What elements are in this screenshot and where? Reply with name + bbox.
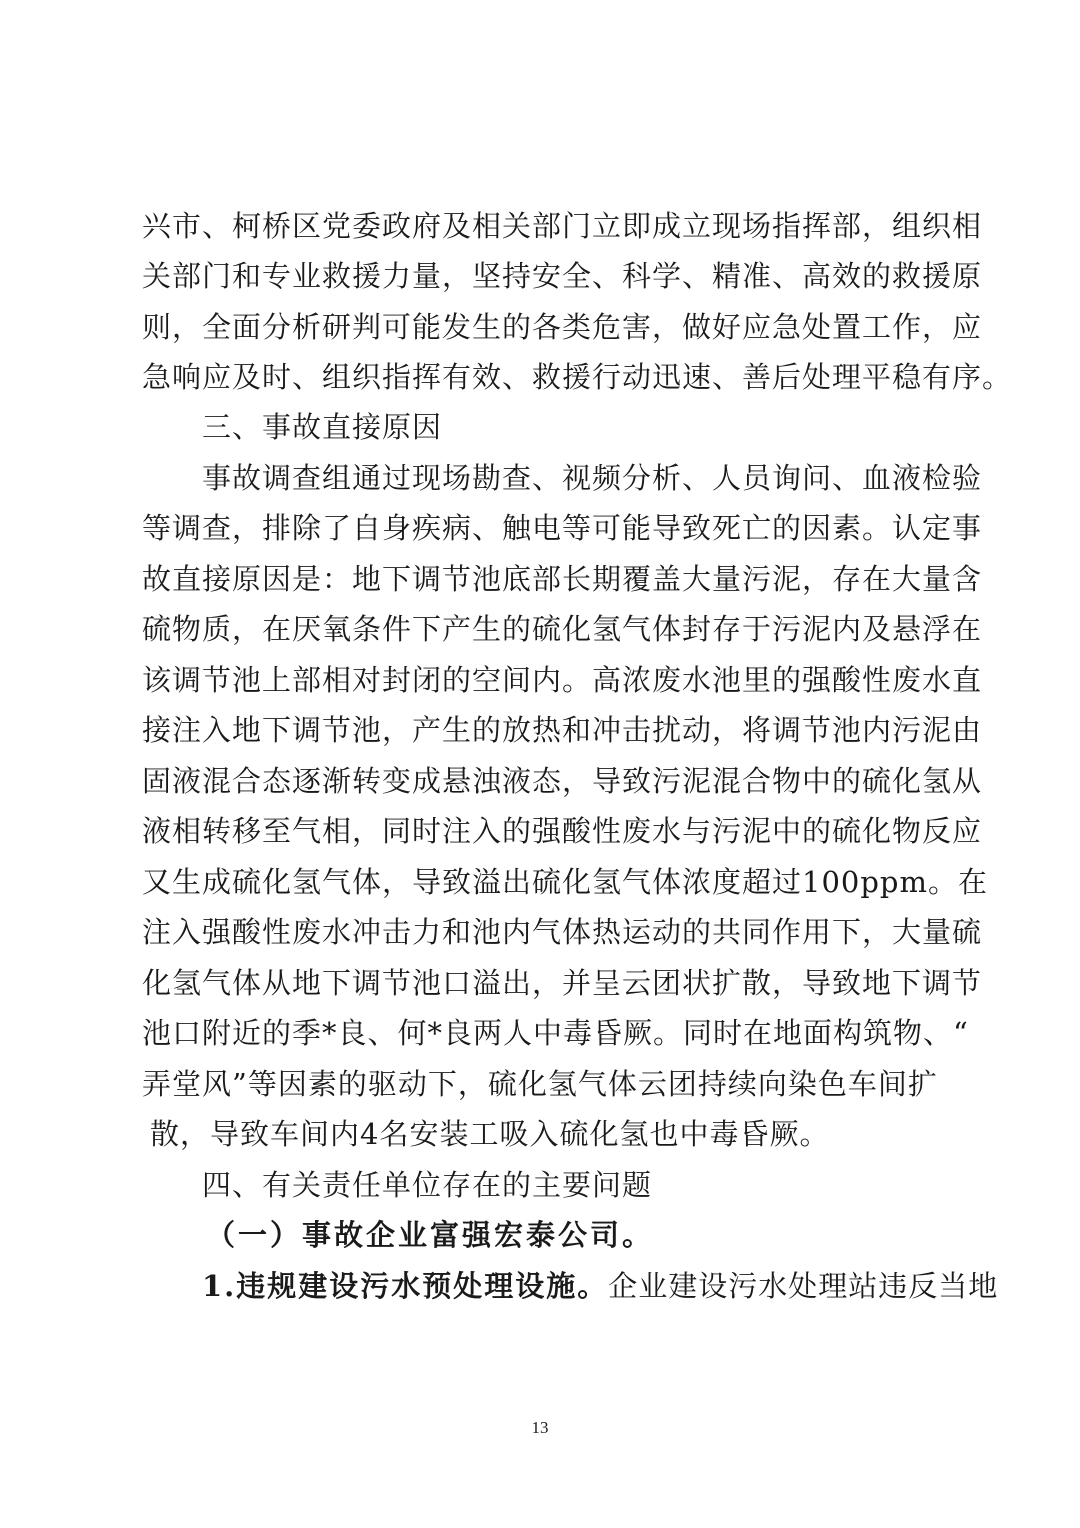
paragraph-line: 急响应及时、组织指挥有效、救援行动迅速、善后处理平稳有序。 <box>142 360 1013 394</box>
item-line <box>202 1269 999 1303</box>
paragraph-line: 又生成硫化氢气体，导致溢出硫化氢气体浓度超过100ppm。在 <box>142 865 988 899</box>
paragraph-line: 化氢气体从地下调节池口溢出，并呈云团状扩散，导致地下调节 <box>142 966 983 1000</box>
paragraph-line: 事故调查组通过现场勘查、视频分析、人员询问、血液检验 <box>202 461 983 495</box>
section-heading-3: 三、事故直接原因 <box>202 410 443 444</box>
paragraph-line: 弄堂风”等因素的驱动下，硫化氢气体云团持续向染色车间扩 <box>142 1067 938 1101</box>
section-heading-4: 四、有关责任单位存在的主要问题 <box>202 1168 653 1202</box>
paragraph-line: 则，全面分析研判可能发生的各类危害，做好应急处置工作，应 <box>142 310 983 344</box>
paragraph-line: 池口附近的季*良、何*良两人中毒昏厥。同时在地面构筑物、“ <box>142 1016 969 1050</box>
page-number: 13 <box>531 1418 549 1437</box>
paragraph-line: 散，导致车间内4名安装工吸入硫化氢也中毒昏厥。 <box>150 1117 830 1151</box>
paragraph-line: 注入强酸性废水冲击力和池内气体热运动的共同作用下，大量硫 <box>142 915 983 949</box>
paragraph-line: 兴市、柯桥区党委政府及相关部门立即成立现场指挥部，组织相 <box>142 209 983 243</box>
paragraph-line: 接注入地下调节池，产生的放热和冲击扰动，将调节池内污泥由 <box>142 713 983 747</box>
paragraph-line: 故直接原因是：地下调节池底部长期覆盖大量污泥，存在大量含 <box>142 562 983 596</box>
paragraph-line: 等调查，排除了自身疾病、触电等可能导致死亡的因素。认定事 <box>142 511 983 545</box>
item-bold-title: 1.违规建设污水预处理设施。 <box>202 1269 609 1303</box>
item-text: 企业建设污水处理站违反当地 <box>608 1269 999 1303</box>
paragraph-line: 硫物质，在厌氧条件下产生的硫化氢气体封存于污泥内及悬浮在 <box>142 612 983 646</box>
paragraph-line: 该调节池上部相对封闭的空间内。高浓废水池里的强酸性废水直 <box>142 663 983 697</box>
paragraph-line: 固液混合态逐渐转变成悬浊液态，导致污泥混合物中的硫化氢从 <box>142 764 983 798</box>
subsection-heading: （一）事故企业富强宏泰公司。 <box>206 1218 655 1252</box>
paragraph-line: 液相转移至气相，同时注入的强酸性废水与污泥中的硫化物反应 <box>142 814 983 848</box>
paragraph-line: 关部门和专业救援力量，坚持安全、科学、精准、高效的救援原 <box>142 259 983 293</box>
